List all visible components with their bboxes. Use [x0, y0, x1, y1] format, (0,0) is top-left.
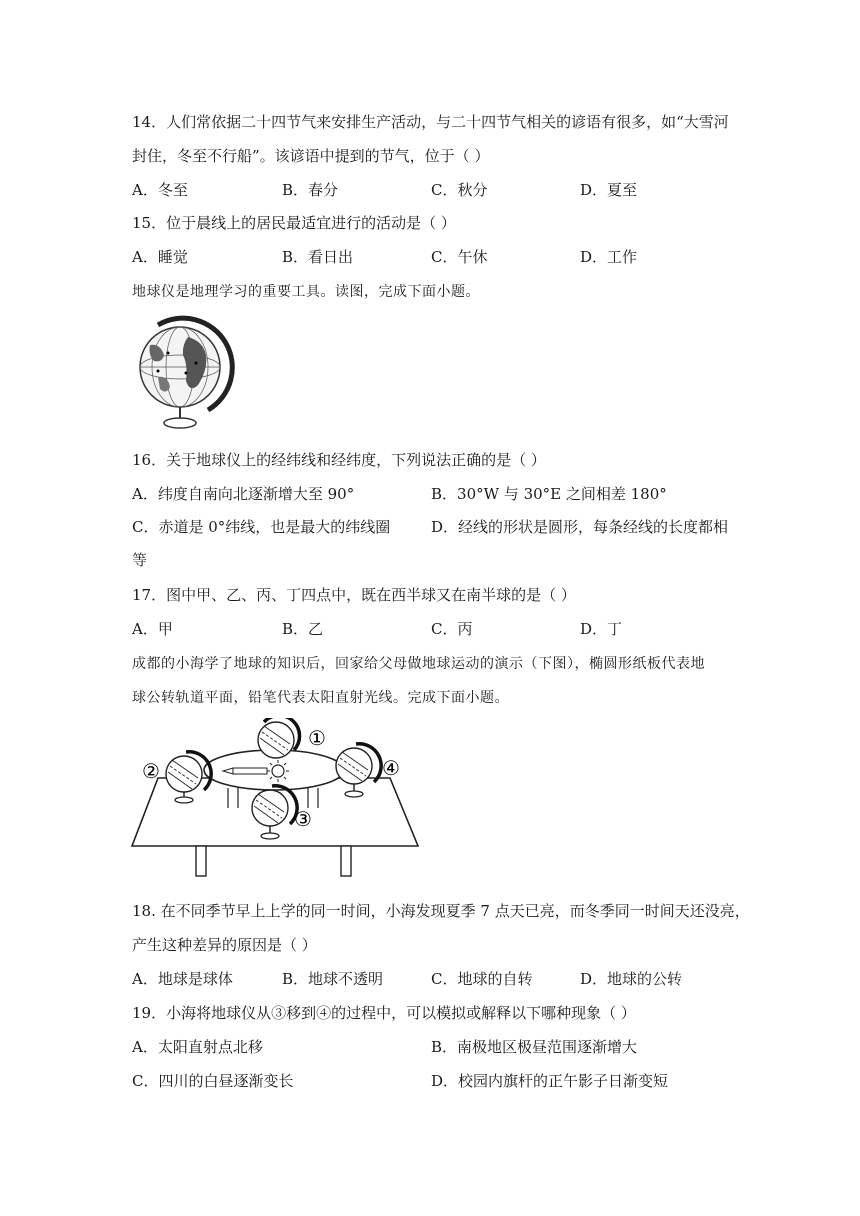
q16-option-c: C．赤道是 0°纬线，也是最大的纬线圈: [132, 518, 391, 536]
q16-stem: 16．关于地球仪上的经纬线和经纬度，下列说法正确的是（ ）: [132, 451, 546, 469]
q16-option-d-wrap: 等: [132, 551, 148, 569]
q14-option-d: D．夏至: [580, 181, 638, 199]
q19-option-b: B．南极地区极昼范围逐渐增大: [431, 1038, 638, 1056]
q18-option-c: C．地球的自转: [431, 970, 533, 988]
q15-stem: 15．位于晨线上的居民最适宜进行的活动是（ ）: [132, 214, 456, 232]
q17-option-d: D．丁: [580, 620, 623, 638]
q19-option-a: A．太阳直射点北移: [132, 1038, 263, 1056]
q14-option-b: B．春分: [282, 181, 339, 199]
q15-option-b: B．看日出: [282, 248, 354, 266]
q14-stem-line2: 封住，冬至不行船”。该谚语中提到的节气，位于（ ）: [132, 147, 490, 165]
q14-option-c: C．秋分: [431, 181, 488, 199]
q18-option-b: B．地球不透明: [282, 970, 384, 988]
q16-option-d: D．经线的形状是圆形，每条经线的长度都相: [431, 518, 729, 536]
position-label-4: ④: [382, 756, 400, 780]
q19-stem: 19．小海将地球仪从③移到④的过程中，可以模拟或解释以下哪种现象（ ）: [132, 1004, 636, 1022]
q19-option-c: C．四川的白昼逐渐变长: [132, 1072, 294, 1090]
q18-stem-line2: 产生这种差异的原因是（ ）: [132, 936, 317, 954]
q17-option-a: A．甲: [132, 620, 173, 638]
position-label-3: ③: [294, 807, 312, 831]
globe-figure: [128, 315, 238, 435]
q15-option-a: A．睡觉: [132, 248, 188, 266]
demo-intro-line1: 成都的小海学了地球的知识后，回家给父母做地球运动的演示（下图），椭圆形纸板代表地: [132, 656, 705, 672]
q18-stem-line1: 18. 在不同季节早上上学的同一时间，小海发现夏季 7 点天已亮，而冬季同一时间天还没亮，: [132, 902, 750, 920]
q17-option-c: C．丙: [431, 620, 473, 638]
globe-section-intro: 地球仪是地理学习的重要工具。读图，完成下面小题。: [132, 284, 480, 300]
q15-option-d: D．工作: [580, 248, 638, 266]
position-label-1: ①: [308, 726, 326, 750]
q17-option-b: B．乙: [282, 620, 324, 638]
q17-stem: 17．图中甲、乙、丙、丁四点中，既在西半球又在南半球的是（ ）: [132, 586, 576, 604]
q16-option-a: A．纬度自南向北逐渐增大至 90°: [132, 485, 355, 503]
q18-option-a: A．地球是球体: [132, 970, 233, 988]
q15-option-c: C．午休: [431, 248, 488, 266]
q18-option-d: D．地球的公转: [580, 970, 683, 988]
q19-option-d: D．校园内旗杆的正午影子日渐变短: [431, 1072, 669, 1090]
q16-option-b: B．30°W 与 30°E 之间相差 180°: [431, 485, 667, 503]
orbit-demo-figure: [128, 718, 428, 880]
position-label-2: ②: [142, 759, 160, 783]
demo-intro-line2: 球公转轨道平面，铅笔代表太阳直射光线。完成下面小题。: [132, 690, 509, 706]
q14-option-a: A．冬至: [132, 181, 188, 199]
q14-stem-line1: 14．人们常依据二十四节气来安排生产活动，与二十四节气相关的谚语有很多，如“大雪河: [132, 113, 729, 131]
